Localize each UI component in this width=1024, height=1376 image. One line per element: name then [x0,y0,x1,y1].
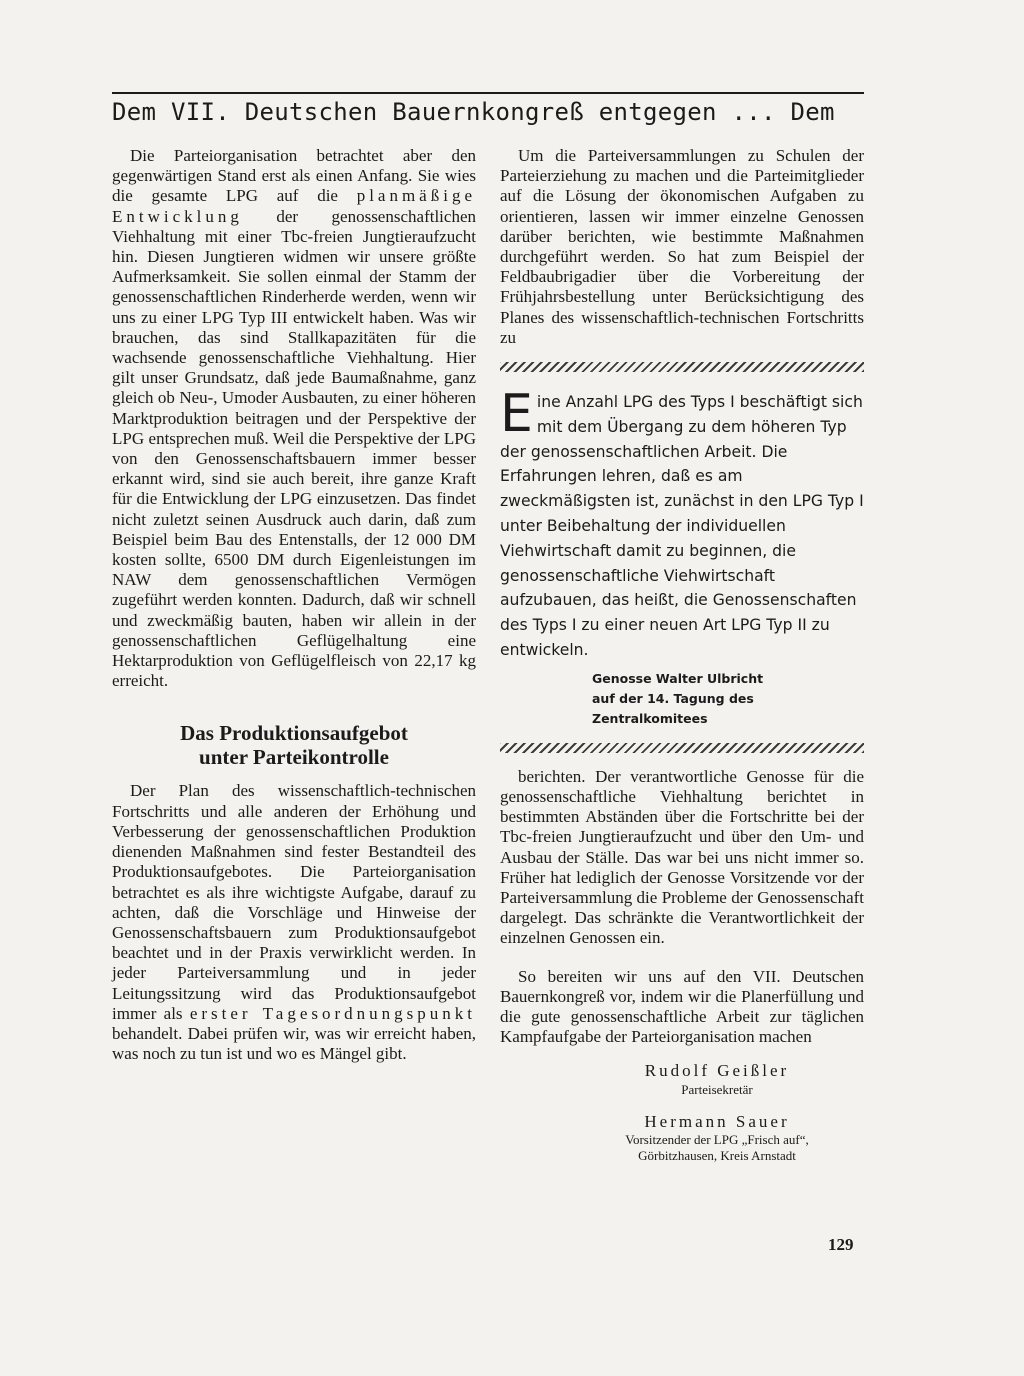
wavy-divider-bottom [500,743,864,753]
right-paragraph-1: Um die Parteiversammlungen zu Schulen der Parteierziehung zu machen und die Parteimitglieder auf die Lösung der ökonomischen Aufgaben zu orientieren, lassen wir immer einzelne Genossen darüber berichten, wie bestimmte Maßnahmen durchgeführt werden. So hat zum Beispiel der Feldbaubrigadier über die Vorbereitung der Frühjahrsbestellung unter Berücksichtigung des Planes des wissenschaftlich-technischen Fortschritts zu [500,146,864,347]
right-column [500,146,864,1164]
signature-2 [570,1112,864,1164]
running-header-text: Dem VII. Deutschen Bauernkongreß entgegen ... Dem [112,98,835,126]
left-paragraph-1 [112,146,476,691]
right-paragraph-3: So bereiten wir uns auf den VII. Deutschen Bauernkongreß vor, indem wir die Planerfüllung und die gute genossenschaftliche Arbeit zur täglichen Kampfaufgabe der Parteiorganisation machen [500,966,864,1047]
spaced-emphasis: erster Tagesordnungspunkt [189,1003,476,1023]
left-column [112,146,476,1064]
signature-2-role-line-1: Vorsitzender der LPG „Frisch auf“, [625,1131,809,1147]
section-heading [112,721,476,769]
quote-source: auf der 14. Tagung des Zentralkomitees [592,690,754,726]
signature-1-role: Parteisekretär [681,1081,753,1097]
signature-1 [570,1061,864,1097]
text-run: Der Plan des wissenschaftlich-technischen Fortschritts und alle anderen der Erhöhung und Verbesserung der genossenschaftlichen Produktion dienenden Maßnahmen sind fester Bestandteil des Produktionsaufgebotes. Die Parteiorganisation betrachtet es als ihre wichtigste Aufgabe, darauf zu achten, daß die Vorschläge und Hinweise der Genossenschaftsbauern zum Produktionsaufgebot beachtet und in der Praxis verwirklicht werden. In jeder Parteiversammlung und in jeder Leitungssitzung wird das Produktionsaufgebot immer als [112,781,476,1023]
quote-text: ine Anzahl LPG des Typs I beschäftigt sich mit dem Übergang zu dem höheren Typ der genossenschaftlichen Arbeit. Die Erfahrungen lehren, daß es am zweckmäßigsten ist, zunächst in den LPG Typ I unter Beibehaltung der individuellen Viehwirtschaft damit zu beginnen, die genossenschaftliche Viehwirtschaft aufzubauen, das heißt, die Genossenschaften des Typs I zu einer neuen Art LPG Typ II zu entwickeln. [500,393,864,659]
text-run: der genossenschaftlichen Viehhaltung mit einer Tbc-freien Jungtieraufzucht hin. Diesen Jungtieren widmen wir unsere größte Aufmerksamkeit. Sie sollen einmal der Stamm der genossenschaftlichen Rinderherde werden, wenn wir uns zu einer LPG Typ III entwickelt haben. Was wir brauchen, das sind Stallkapazitäten für die wachsende genossenschaftliche Viehhaltung. Hier gilt unser Grundsatz, daß jede Baumaßnahme, ganz gleich ob Neu-, Umoder Ausbauten, zu einer höheren Marktproduktion beitragen und der Perspektive der LPG entsprechen muß. Weil die Perspektive der LPG von den Genossenschaftsbauern immer besser erkannt wird, sind sie auch bereit, ihre ganze Kraft für die Entwicklung der LPG einzusetzen. Das findet nicht zuletzt seinen Ausdruck auch darin, daß zum Beispiel beim Bau des Entenstalls, der 12 000 DM kosten sollte, 6500 DM durch Eigenleistungen im NAW dem genossenschaftlichen Vermögen zugeführt werden konnten. Dadurch, daß wir schnell und zweckmäßig bauten, haben wir allein in der genossenschaftlichen Geflügelhaltung eine Hektarproduktion von Geflügelfleisch von 22,17 kg erreicht. [112,206,476,691]
quote-attribution [592,669,864,729]
left-paragraph-2 [112,781,476,1064]
text-run: behandelt. Dabei prüfen wir, was wir erreicht haben, was noch zu tun ist und wo es Mängel gibt. [112,1023,476,1064]
spaced-emphasis: planmäßige Entwicklung [112,186,476,226]
section-heading-line-2: unter Parteikontrolle [199,745,389,770]
section-heading-line-1: Das Produktionsaufgebot [180,721,408,746]
paragraph-gap [500,949,864,967]
wavy-divider-top [500,362,864,372]
signature-2-role-line-2: Görbitzhausen, Kreis Arnstadt [638,1147,796,1163]
text-run: Die Parteiorganisation betrachtet aber den gegenwärtigen Stand erst als einen Anfang. Sie wies die gesamte LPG auf die [112,146,476,206]
quote-initial: E [500,384,533,445]
quote-author: Genosse Walter Ulbricht [592,670,764,686]
right-paragraph-2: berichten. Der verantwortliche Genosse für die genossenschaftliche Viehhaltung berichtet in bestimmten Abständen über die Fortschritte bei der Tbc-freien Jungtieraufzucht und über den Um- und Ausbau der Ställe. Das war bei uns nicht immer so. Früher hat lediglich der Genosse Vorsitzende vor der Parteiversammlung die Probleme der Genossenschaft dargelegt. Das schränkte die Verantwortlichkeit der einzelnen Genossen ein. [500,766,864,948]
page-number: 129 [828,1235,854,1254]
signature-2-name: Hermann Sauer [644,1111,790,1131]
signature-1-name: Rudolf Geißler [644,1061,790,1081]
quote-box [500,384,864,663]
running-header [112,92,864,132]
